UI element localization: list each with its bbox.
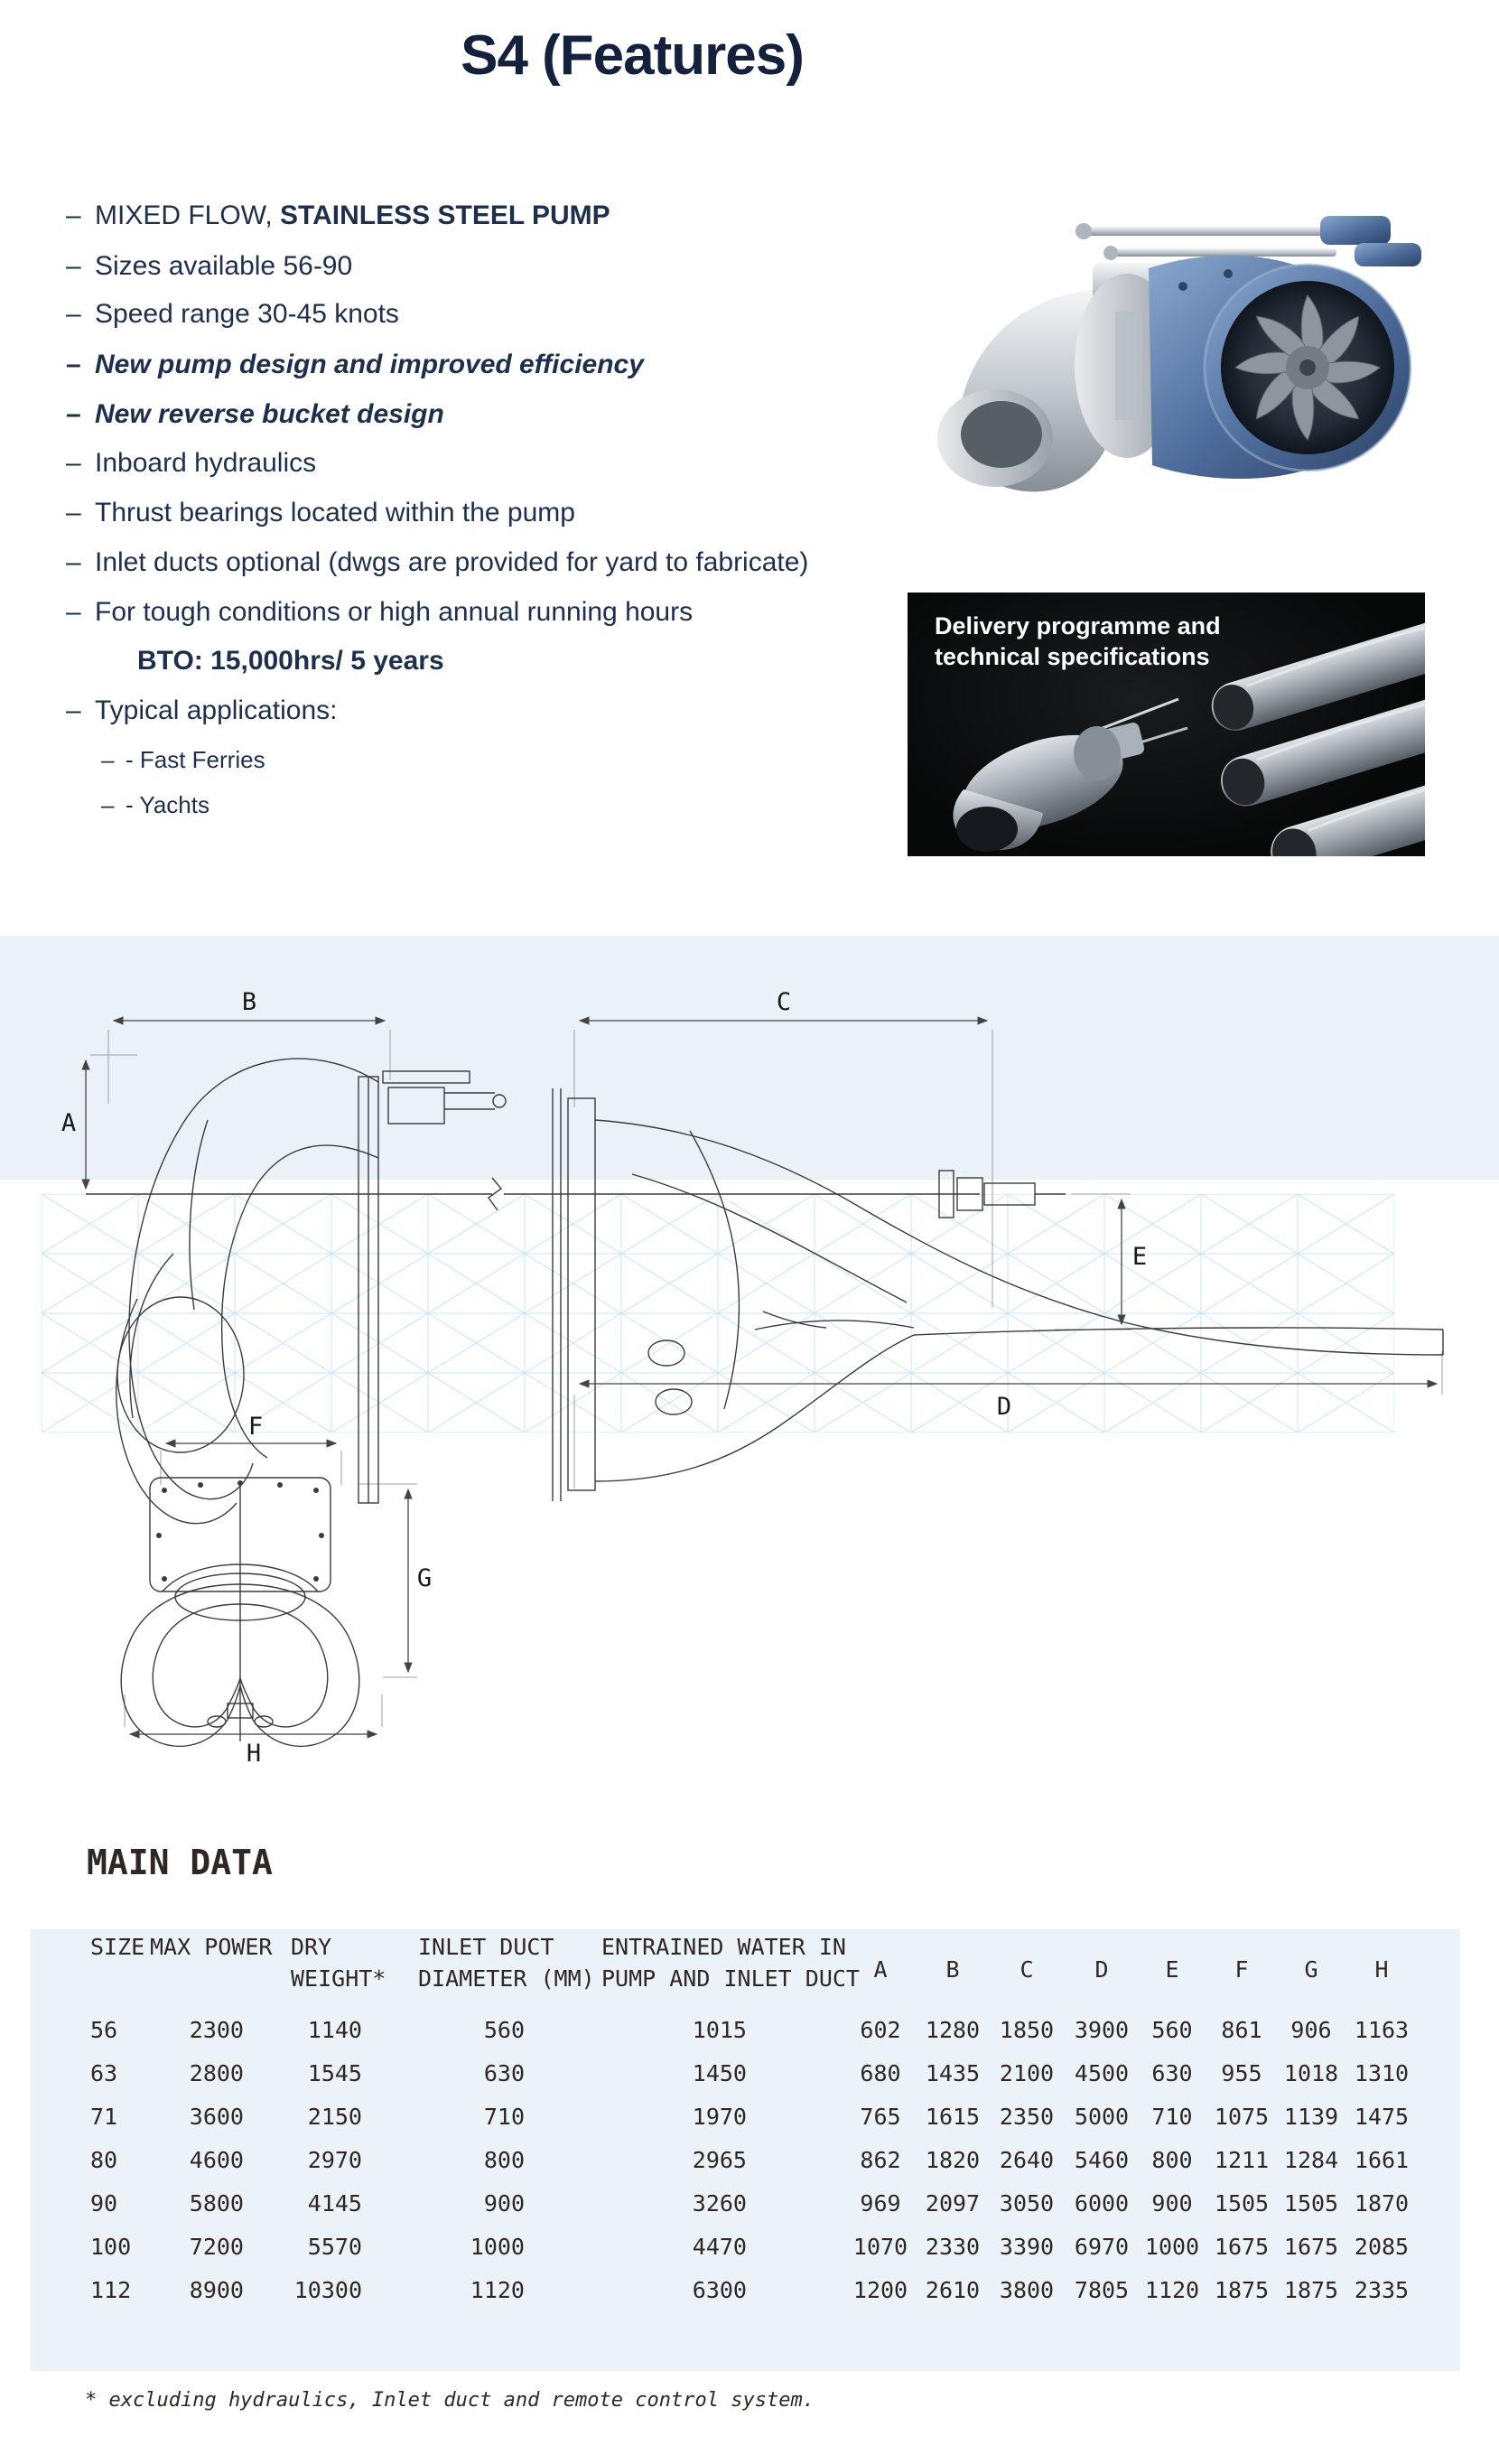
table-cell: 71 bbox=[90, 2104, 118, 2130]
table-cell: 5000 bbox=[1074, 2104, 1130, 2130]
table-cell: 7200 bbox=[189, 2234, 244, 2260]
feature-text: New reverse bucket design bbox=[95, 399, 444, 429]
table-cell: 2335 bbox=[1354, 2277, 1410, 2303]
dim-label-h: H bbox=[246, 1740, 262, 1768]
table-cell: 630 bbox=[1151, 2060, 1193, 2086]
table-cell: 560 bbox=[483, 2017, 525, 2043]
col-header-dim: G bbox=[1304, 1956, 1318, 1983]
feature-subitem bbox=[101, 791, 209, 819]
col-header-size: SIZE bbox=[90, 1934, 145, 1960]
table-cell: 1675 bbox=[1214, 2234, 1270, 2260]
feature-item bbox=[66, 201, 610, 231]
feature-item bbox=[66, 448, 316, 479]
table-cell: 1870 bbox=[1354, 2190, 1410, 2217]
pump-casing bbox=[1149, 256, 1411, 479]
waterjet-render bbox=[951, 699, 1187, 852]
table-cell: 2965 bbox=[692, 2147, 747, 2173]
bullet-dash: – bbox=[66, 350, 81, 379]
table-cell: 100 bbox=[90, 2234, 132, 2260]
table-cell: 3600 bbox=[189, 2104, 244, 2130]
feature-text: New pump design and improved efficiency bbox=[95, 350, 644, 379]
feature-item bbox=[66, 350, 644, 380]
table-cell: 63 bbox=[90, 2060, 118, 2086]
table-cell: 1875 bbox=[1283, 2277, 1339, 2303]
table-cell: 1000 bbox=[470, 2234, 525, 2260]
lattice-grid bbox=[42, 1194, 1394, 1433]
table-cell: 6000 bbox=[1074, 2190, 1130, 2217]
table-footnote: * excluding hydraulics, Inlet duct and remote control system. bbox=[85, 2389, 815, 2412]
feature-text: - Fast Ferries bbox=[126, 746, 265, 773]
feature-item bbox=[66, 547, 808, 578]
table-row bbox=[0, 2104, 1499, 2147]
table-cell: 1435 bbox=[925, 2060, 981, 2086]
col-header-dim: A bbox=[873, 1956, 888, 1983]
table-cell: 1450 bbox=[692, 2060, 747, 2086]
table-cell: 1505 bbox=[1283, 2190, 1339, 2217]
table-cell: 800 bbox=[1151, 2147, 1193, 2173]
col-header-dim: H bbox=[1374, 1956, 1389, 1983]
table-cell: 1284 bbox=[1283, 2147, 1339, 2173]
table-cell: 1139 bbox=[1283, 2104, 1339, 2130]
feature-text: Inlet ducts optional (dwgs are provided for yard to fabricate) bbox=[95, 547, 809, 577]
table-cell: 1120 bbox=[470, 2277, 525, 2303]
drawing-band bbox=[0, 936, 1499, 1180]
table-cell: 2300 bbox=[189, 2017, 244, 2043]
table-cell: 1310 bbox=[1354, 2060, 1410, 2086]
table-cell: 4600 bbox=[189, 2147, 244, 2173]
inlet-duct-renders bbox=[1206, 603, 1425, 856]
table-cell: 1075 bbox=[1214, 2104, 1270, 2130]
bullet-dash: – bbox=[66, 498, 81, 527]
feature-text: BTO: 15,000hrs/ 5 years bbox=[137, 646, 444, 676]
feature-text: Inboard hydraulics bbox=[95, 448, 317, 478]
table-cell: 4145 bbox=[307, 2190, 362, 2217]
table-cell: 602 bbox=[860, 2017, 901, 2043]
table-cell: 3800 bbox=[999, 2277, 1055, 2303]
table-row bbox=[0, 2060, 1499, 2104]
table-cell: 3390 bbox=[999, 2234, 1055, 2260]
table-cell: 112 bbox=[90, 2277, 132, 2303]
table-cell: 1200 bbox=[852, 2277, 908, 2303]
col-header-max-power: MAX POWER bbox=[150, 1934, 273, 1960]
col-header-entrained-1: ENTRAINED WATER IN bbox=[601, 1934, 846, 1960]
table-cell: 1070 bbox=[852, 2234, 908, 2260]
dim-label-a: A bbox=[61, 1109, 77, 1137]
table-cell: 969 bbox=[860, 2190, 901, 2217]
feature-text: MIXED FLOW, STAINLESS STEEL PUMP bbox=[95, 201, 610, 230]
table-cell: 5460 bbox=[1074, 2147, 1130, 2173]
feature-text: - Yachts bbox=[126, 791, 209, 818]
table-cell: 6300 bbox=[692, 2277, 747, 2303]
table-cell: 5570 bbox=[307, 2234, 362, 2260]
table-cell: 1850 bbox=[999, 2017, 1055, 2043]
feature-item bbox=[66, 299, 399, 330]
feature-text: Typical applications: bbox=[95, 695, 338, 725]
table-cell: 3900 bbox=[1074, 2017, 1130, 2043]
feature-item bbox=[66, 251, 352, 282]
table-cell: 1000 bbox=[1144, 2234, 1200, 2260]
table-cell: 1211 bbox=[1214, 2147, 1270, 2173]
delivery-programme-image bbox=[908, 593, 1425, 856]
feature-item bbox=[66, 399, 444, 430]
dim-label-c: C bbox=[776, 988, 792, 1016]
table-cell: 1661 bbox=[1354, 2147, 1410, 2173]
table-cell: 90 bbox=[90, 2190, 118, 2217]
table-cell: 900 bbox=[1151, 2190, 1193, 2217]
table-cell: 2350 bbox=[999, 2104, 1055, 2130]
table-cell: 1505 bbox=[1214, 2190, 1270, 2217]
dim-label-e: E bbox=[1131, 1243, 1148, 1271]
bullet-dash: – bbox=[66, 201, 81, 230]
table-cell: 1018 bbox=[1283, 2060, 1339, 2086]
table-cell: 80 bbox=[90, 2147, 118, 2173]
feature-subitem bbox=[101, 746, 265, 774]
table-row bbox=[0, 2234, 1499, 2277]
table-cell: 8900 bbox=[189, 2277, 244, 2303]
col-header-dim: D bbox=[1094, 1956, 1109, 1983]
table-cell: 1140 bbox=[307, 2017, 362, 2043]
table-cell: 2100 bbox=[999, 2060, 1055, 2086]
table-cell: 800 bbox=[483, 2147, 525, 2173]
table-cell: 1820 bbox=[925, 2147, 981, 2173]
col-header-dim: B bbox=[945, 1956, 960, 1983]
table-cell: 1475 bbox=[1354, 2104, 1410, 2130]
table-cell: 560 bbox=[1151, 2017, 1193, 2043]
table-cell: 1675 bbox=[1283, 2234, 1339, 2260]
delivery-caption-line2: technical specifications bbox=[935, 643, 1210, 670]
col-header-dry: DRY bbox=[291, 1934, 332, 1960]
table-row bbox=[0, 2190, 1499, 2234]
bullet-dash: – bbox=[66, 547, 81, 577]
table-cell: 7805 bbox=[1074, 2277, 1130, 2303]
col-header-weight: WEIGHT* bbox=[291, 1965, 386, 1992]
pump-product-image bbox=[912, 203, 1440, 519]
table-cell: 1545 bbox=[307, 2060, 362, 2086]
table-cell: 2330 bbox=[925, 2234, 981, 2260]
bullet-dash: – bbox=[66, 597, 81, 627]
bullet-dash: – bbox=[66, 695, 81, 725]
table-cell: 906 bbox=[1290, 2017, 1332, 2043]
table-cell: 2800 bbox=[189, 2060, 244, 2086]
col-header-dim: E bbox=[1165, 1956, 1179, 1983]
table-cell: 2970 bbox=[307, 2147, 362, 2173]
bullet-dash: – bbox=[101, 746, 115, 773]
table-row bbox=[0, 2147, 1499, 2190]
table-cell: 861 bbox=[1221, 2017, 1262, 2043]
table-cell: 1615 bbox=[925, 2104, 981, 2130]
page-title: S4 (Features) bbox=[461, 24, 804, 87]
feature-text: Speed range 30-45 knots bbox=[95, 299, 399, 329]
table-cell: 6970 bbox=[1074, 2234, 1130, 2260]
table-cell: 630 bbox=[483, 2060, 525, 2086]
bullet-dash: – bbox=[66, 448, 81, 478]
table-cell: 1280 bbox=[925, 2017, 981, 2043]
table-row bbox=[0, 2277, 1499, 2320]
table-cell: 1015 bbox=[692, 2017, 747, 2043]
dims-header-row bbox=[0, 1956, 1499, 2000]
table-cell: 2097 bbox=[925, 2190, 981, 2217]
bullet-dash: – bbox=[66, 251, 81, 281]
table-cell: 4470 bbox=[692, 2234, 747, 2260]
delivery-caption bbox=[935, 611, 1221, 672]
dim-label-b: B bbox=[241, 988, 257, 1016]
dim-label-d: D bbox=[996, 1393, 1012, 1421]
col-header-inlet-duct: INLET DUCT bbox=[418, 1934, 554, 1960]
table-cell: 1875 bbox=[1214, 2277, 1270, 2303]
table-cell: 2610 bbox=[925, 2277, 981, 2303]
table-cell: 765 bbox=[860, 2104, 901, 2130]
col-header-dim: F bbox=[1234, 1956, 1249, 1983]
bullet-dash: – bbox=[66, 399, 81, 429]
table-cell: 10300 bbox=[293, 2277, 362, 2303]
table-cell: 3260 bbox=[692, 2190, 747, 2217]
table-cell: 1163 bbox=[1354, 2017, 1410, 2043]
col-header-entrained-2: PUMP AND INLET DUCT bbox=[601, 1965, 860, 1992]
main-data-heading: MAIN DATA bbox=[87, 1843, 273, 1882]
front-view-drawing bbox=[121, 1478, 359, 1746]
table-cell: 2150 bbox=[307, 2104, 362, 2130]
table-cell: 4500 bbox=[1074, 2060, 1130, 2086]
table-cell: 5800 bbox=[189, 2190, 244, 2217]
feature-item-bto bbox=[137, 646, 444, 677]
feature-text: Thrust bearings located within the pump bbox=[95, 498, 575, 527]
bullet-dash: – bbox=[66, 299, 81, 329]
feature-text: For tough conditions or high annual running hours bbox=[95, 597, 694, 627]
feature-text: Sizes available 56-90 bbox=[95, 251, 353, 281]
feature-item bbox=[66, 498, 575, 528]
delivery-caption-line1: Delivery programme and bbox=[935, 612, 1221, 639]
table-cell: 3050 bbox=[999, 2190, 1055, 2217]
table-cell: 955 bbox=[1221, 2060, 1262, 2086]
dim-label-g: G bbox=[416, 1564, 433, 1592]
feature-item bbox=[66, 597, 693, 628]
technical-drawing bbox=[0, 930, 1499, 1806]
table-cell: 900 bbox=[483, 2190, 525, 2217]
bullet-dash: – bbox=[101, 791, 115, 818]
table-cell: 710 bbox=[1151, 2104, 1193, 2130]
table-cell: 710 bbox=[483, 2104, 525, 2130]
feature-item bbox=[66, 695, 337, 726]
table-cell: 680 bbox=[860, 2060, 901, 2086]
table-cell: 2640 bbox=[999, 2147, 1055, 2173]
table-cell: 1120 bbox=[1144, 2277, 1200, 2303]
col-header-diameter: DIAMETER (MM) bbox=[418, 1965, 595, 1992]
table-cell: 2085 bbox=[1354, 2234, 1410, 2260]
table-cell: 56 bbox=[90, 2017, 118, 2043]
col-header-dim: C bbox=[1020, 1956, 1034, 1983]
table-cell: 862 bbox=[860, 2147, 901, 2173]
table-row bbox=[0, 2017, 1499, 2060]
dim-label-f: F bbox=[247, 1413, 264, 1441]
table-cell: 1970 bbox=[692, 2104, 747, 2130]
